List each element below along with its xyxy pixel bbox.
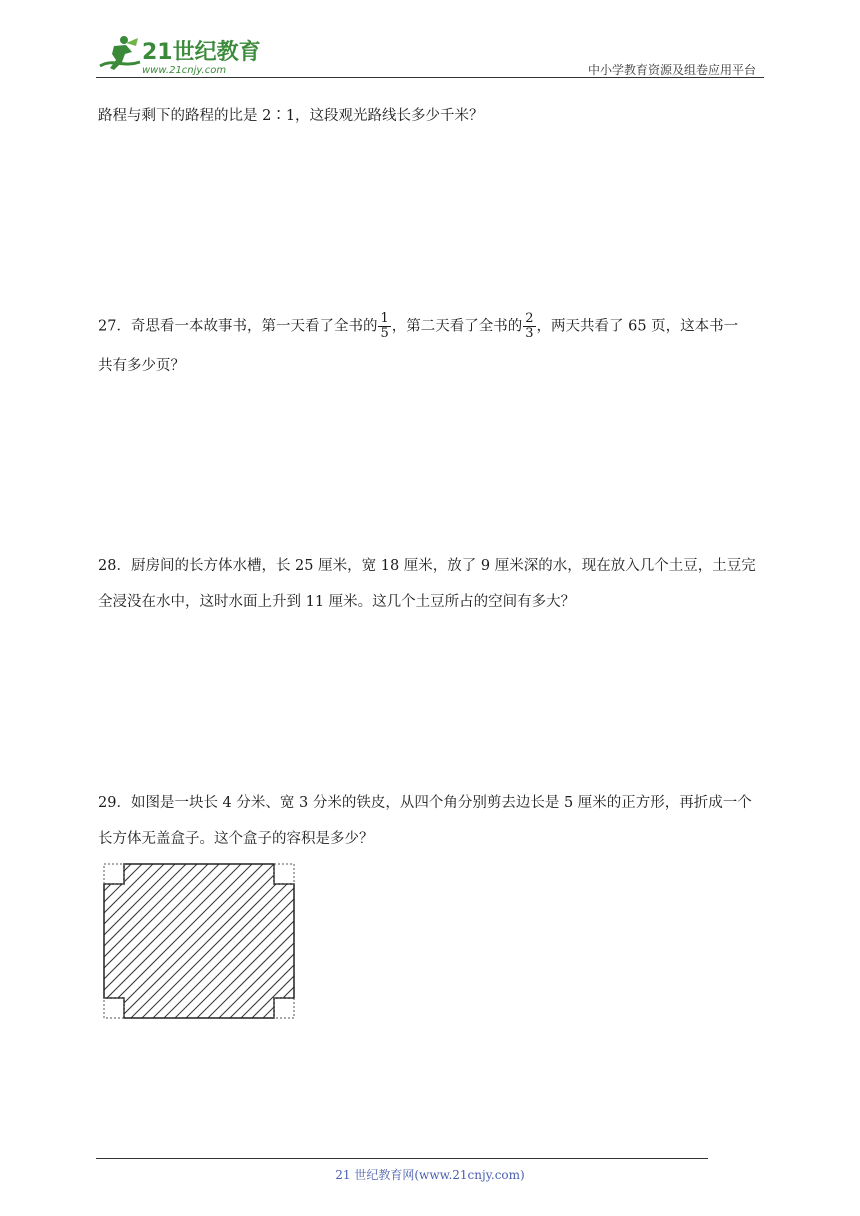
hatch-line (102, 862, 177, 1020)
q29-line1: 29．如图是一块长 4 分米、宽 3 分米的铁皮，从四个角分别剪去边长是 5 厘米的正方形，再折成一个 (98, 795, 752, 811)
hatch-line (250, 862, 296, 1020)
footer-divider (96, 1158, 708, 1159)
logo-text: 21世纪教育 (142, 40, 261, 65)
hatch-line (261, 862, 296, 1020)
q26-tail: 路程与剩下的路程的比是 2∶1，这段观光路线长多少千米？ (98, 108, 484, 124)
corner-square-top-left (104, 864, 124, 884)
hatch-line (195, 862, 296, 1020)
site-label: 中小学教育资源及组卷应用平台 (587, 63, 756, 77)
hatch-line (102, 862, 210, 1020)
hatch-line (102, 862, 232, 1020)
hatch-line (102, 862, 166, 1020)
logo-url: www.21cnjy.com (142, 65, 227, 76)
q27-part1: 27．奇思看一本故事书，第一天看了全书的 (98, 318, 378, 335)
hatch-line (102, 862, 243, 1020)
hatch-line (173, 862, 296, 1020)
q27-line1 (98, 312, 763, 341)
hatch-line (239, 862, 296, 1020)
site-logo (92, 32, 267, 80)
corner-square-bottom-right (274, 998, 294, 1018)
fraction-two-thirds: $\frac{2}{3}$ (525, 311, 534, 341)
footer-text: 21 世纪教育网(www.21cnjy.com) (335, 1168, 525, 1182)
hatch-line (102, 862, 133, 1020)
q29-line2: 长方体无盖盒子。这个盒子的容积是多少？ (98, 831, 374, 847)
iron-sheet-figure (102, 862, 296, 1020)
hatch-line (102, 862, 199, 1020)
corner-square-bottom-left (104, 998, 124, 1018)
q27-part3: ，两天共看了 65 页，这本书一 (536, 318, 739, 335)
hatch-line (102, 862, 254, 1020)
q28-line2: 全浸没在水中，这时水面上升到 11 厘米。这几个土豆所占的空间有多大？ (98, 594, 576, 610)
header-divider (96, 77, 764, 78)
hatch-pattern (102, 862, 296, 1020)
corner-square-top-right (274, 864, 294, 884)
q28-line1: 28．厨房间的长方体水槽，长 25 厘米，宽 18 厘米，放了 9 厘米深的水，现在放入几个土豆，土豆完 (98, 558, 756, 574)
runner-icon (100, 36, 140, 70)
q27-line2: 共有多少页？ (98, 358, 185, 374)
fraction-one-fifth: $\frac{1}{5}$ (380, 311, 389, 341)
q27-part2: ，第二天看了全书的 (391, 318, 523, 335)
